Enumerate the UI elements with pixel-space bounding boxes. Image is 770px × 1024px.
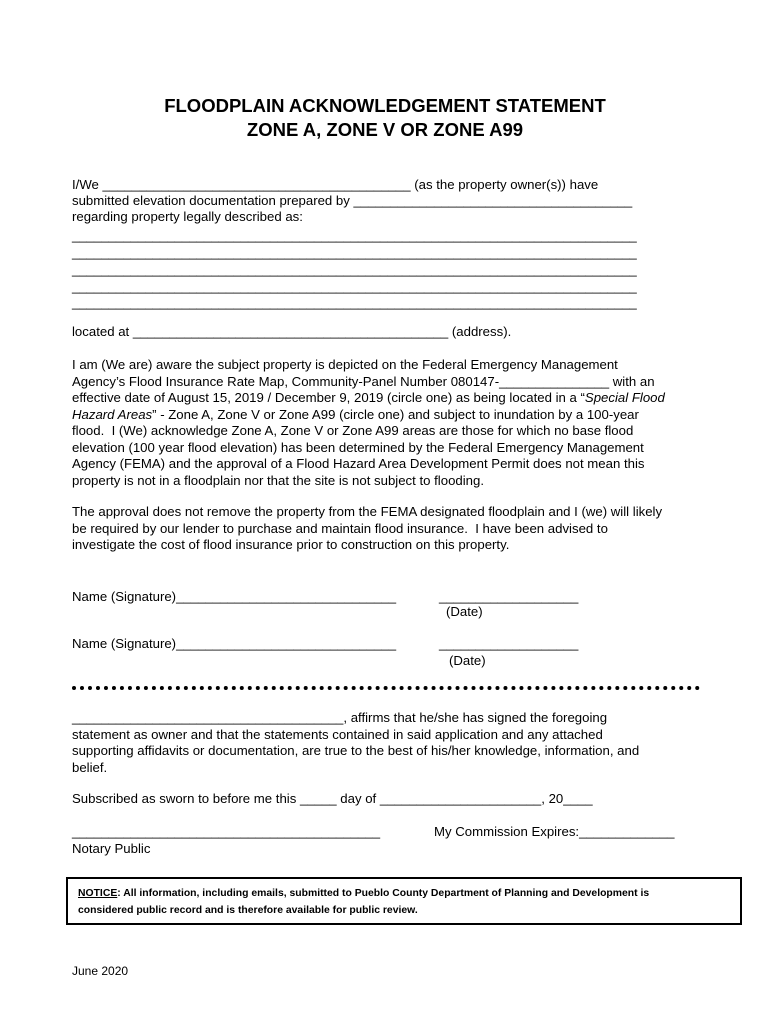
paragraph-line: flood. I (We) acknowledge Zone A, Zone V or Zone A99 areas are those for which no base flood <box>72 423 634 438</box>
legal-description-line: _____________________________________________________________________________ <box>72 228 637 243</box>
paragraph-line: supporting affidavits or documentation, are true to the best of his/her knowledge, information, and <box>72 743 640 758</box>
special-flood-text: Special Flood <box>584 390 665 405</box>
notice-label: NOTICE <box>78 888 118 899</box>
subscribed-line: Subscribed as sworn to before me this _____ day of ______________________, 20____ <box>72 791 593 806</box>
notice-line <box>78 885 730 902</box>
paragraph-line: property is not in a floodplain nor that the site is not subject to flooding. <box>72 472 484 488</box>
signature-date-label: (Date) <box>449 653 486 668</box>
paragraph-line: The approval does not remove the property from the FEMA designated floodplain and I (we) will likely <box>72 504 663 519</box>
paragraph-line: Agency (FEMA) and the approval of a Flood Hazard Area Development Permit does not mean this <box>72 456 645 471</box>
awareness-paragraph <box>72 357 702 489</box>
paragraph-line <box>72 407 702 424</box>
legal-description-line: _____________________________________________________________________________ <box>72 279 637 294</box>
paragraph-text: ” - Zone A, Zone V or Zone A99 (circle one) and subject to inundation by a 100-year <box>152 406 639 422</box>
notice-text: considered public record and is therefore available for public review. <box>78 905 418 916</box>
document-title: FLOODPLAIN ACKNOWLEDGEMENT STATEMENT <box>164 95 606 116</box>
dotted-separator <box>72 686 700 690</box>
legal-description-label: regarding property legally described as: <box>72 209 303 224</box>
document-subtitle: ZONE A, ZONE V OR ZONE A99 <box>246 119 524 140</box>
commission-expires: My Commission Expires:_____________ <box>434 824 675 839</box>
paragraph-line: be required by our lender to purchase and maintain flood insurance. I have been advised to <box>72 520 608 536</box>
paragraph-line: belief. <box>72 759 108 775</box>
notary-public-label: Notary Public <box>72 841 151 856</box>
signature-name-line: Name (Signature)______________________________ <box>72 589 397 604</box>
legal-description-line: _____________________________________________________________________________ <box>72 245 637 260</box>
paragraph-line: investigate the cost of flood insurance prior to construction on this property. <box>72 537 510 552</box>
paragraph-line: _____________________________________, affirms that he/she has signed the foregoing <box>72 710 608 725</box>
approval-paragraph <box>72 504 702 554</box>
notice-box <box>66 877 742 925</box>
notary-signature-line: __________________________________________ <box>72 824 381 839</box>
paragraph-line: elevation (100 year flood elevation) has been determined by the Federal Emergency Management <box>72 439 644 455</box>
owner-line: I/We __________________________________________ (as the property owner(s)) have <box>72 177 599 192</box>
paragraph-line: Agency’s Flood Insurance Rate Map, Community-Panel Number 080147-_______________ with an <box>72 373 655 389</box>
notice-text: : All information, including emails, submitted to Pueblo County Department of Planning and Development is <box>117 888 650 899</box>
paragraph-line: I am (We are) aware the subject property is depicted on the Federal Emergency Management <box>72 357 618 372</box>
footer-date: June 2020 <box>72 964 129 978</box>
paragraph-text: effective date of August 15, 2019 / December 9, 2019 (circle one) as being located in a “ <box>72 390 585 405</box>
signature-date-line: ___________________ <box>439 636 579 651</box>
hazard-areas-text: Hazard Areas <box>72 406 153 422</box>
prepared-by-line: submitted elevation documentation prepared by ______________________________________ <box>72 193 633 208</box>
affirmation-paragraph <box>72 710 702 776</box>
signature-date-label: (Date) <box>446 604 483 619</box>
legal-description-line: _____________________________________________________________________________ <box>72 295 637 310</box>
legal-description-line: _____________________________________________________________________________ <box>72 262 637 277</box>
paragraph-line: statement as owner and that the statements contained in said application and any attached <box>72 726 603 742</box>
paragraph-line <box>72 390 702 407</box>
address-line: located at ___________________________________________ (address). <box>72 324 512 339</box>
signature-name-line: Name (Signature)______________________________ <box>72 636 397 651</box>
signature-date-line: ___________________ <box>439 589 579 604</box>
